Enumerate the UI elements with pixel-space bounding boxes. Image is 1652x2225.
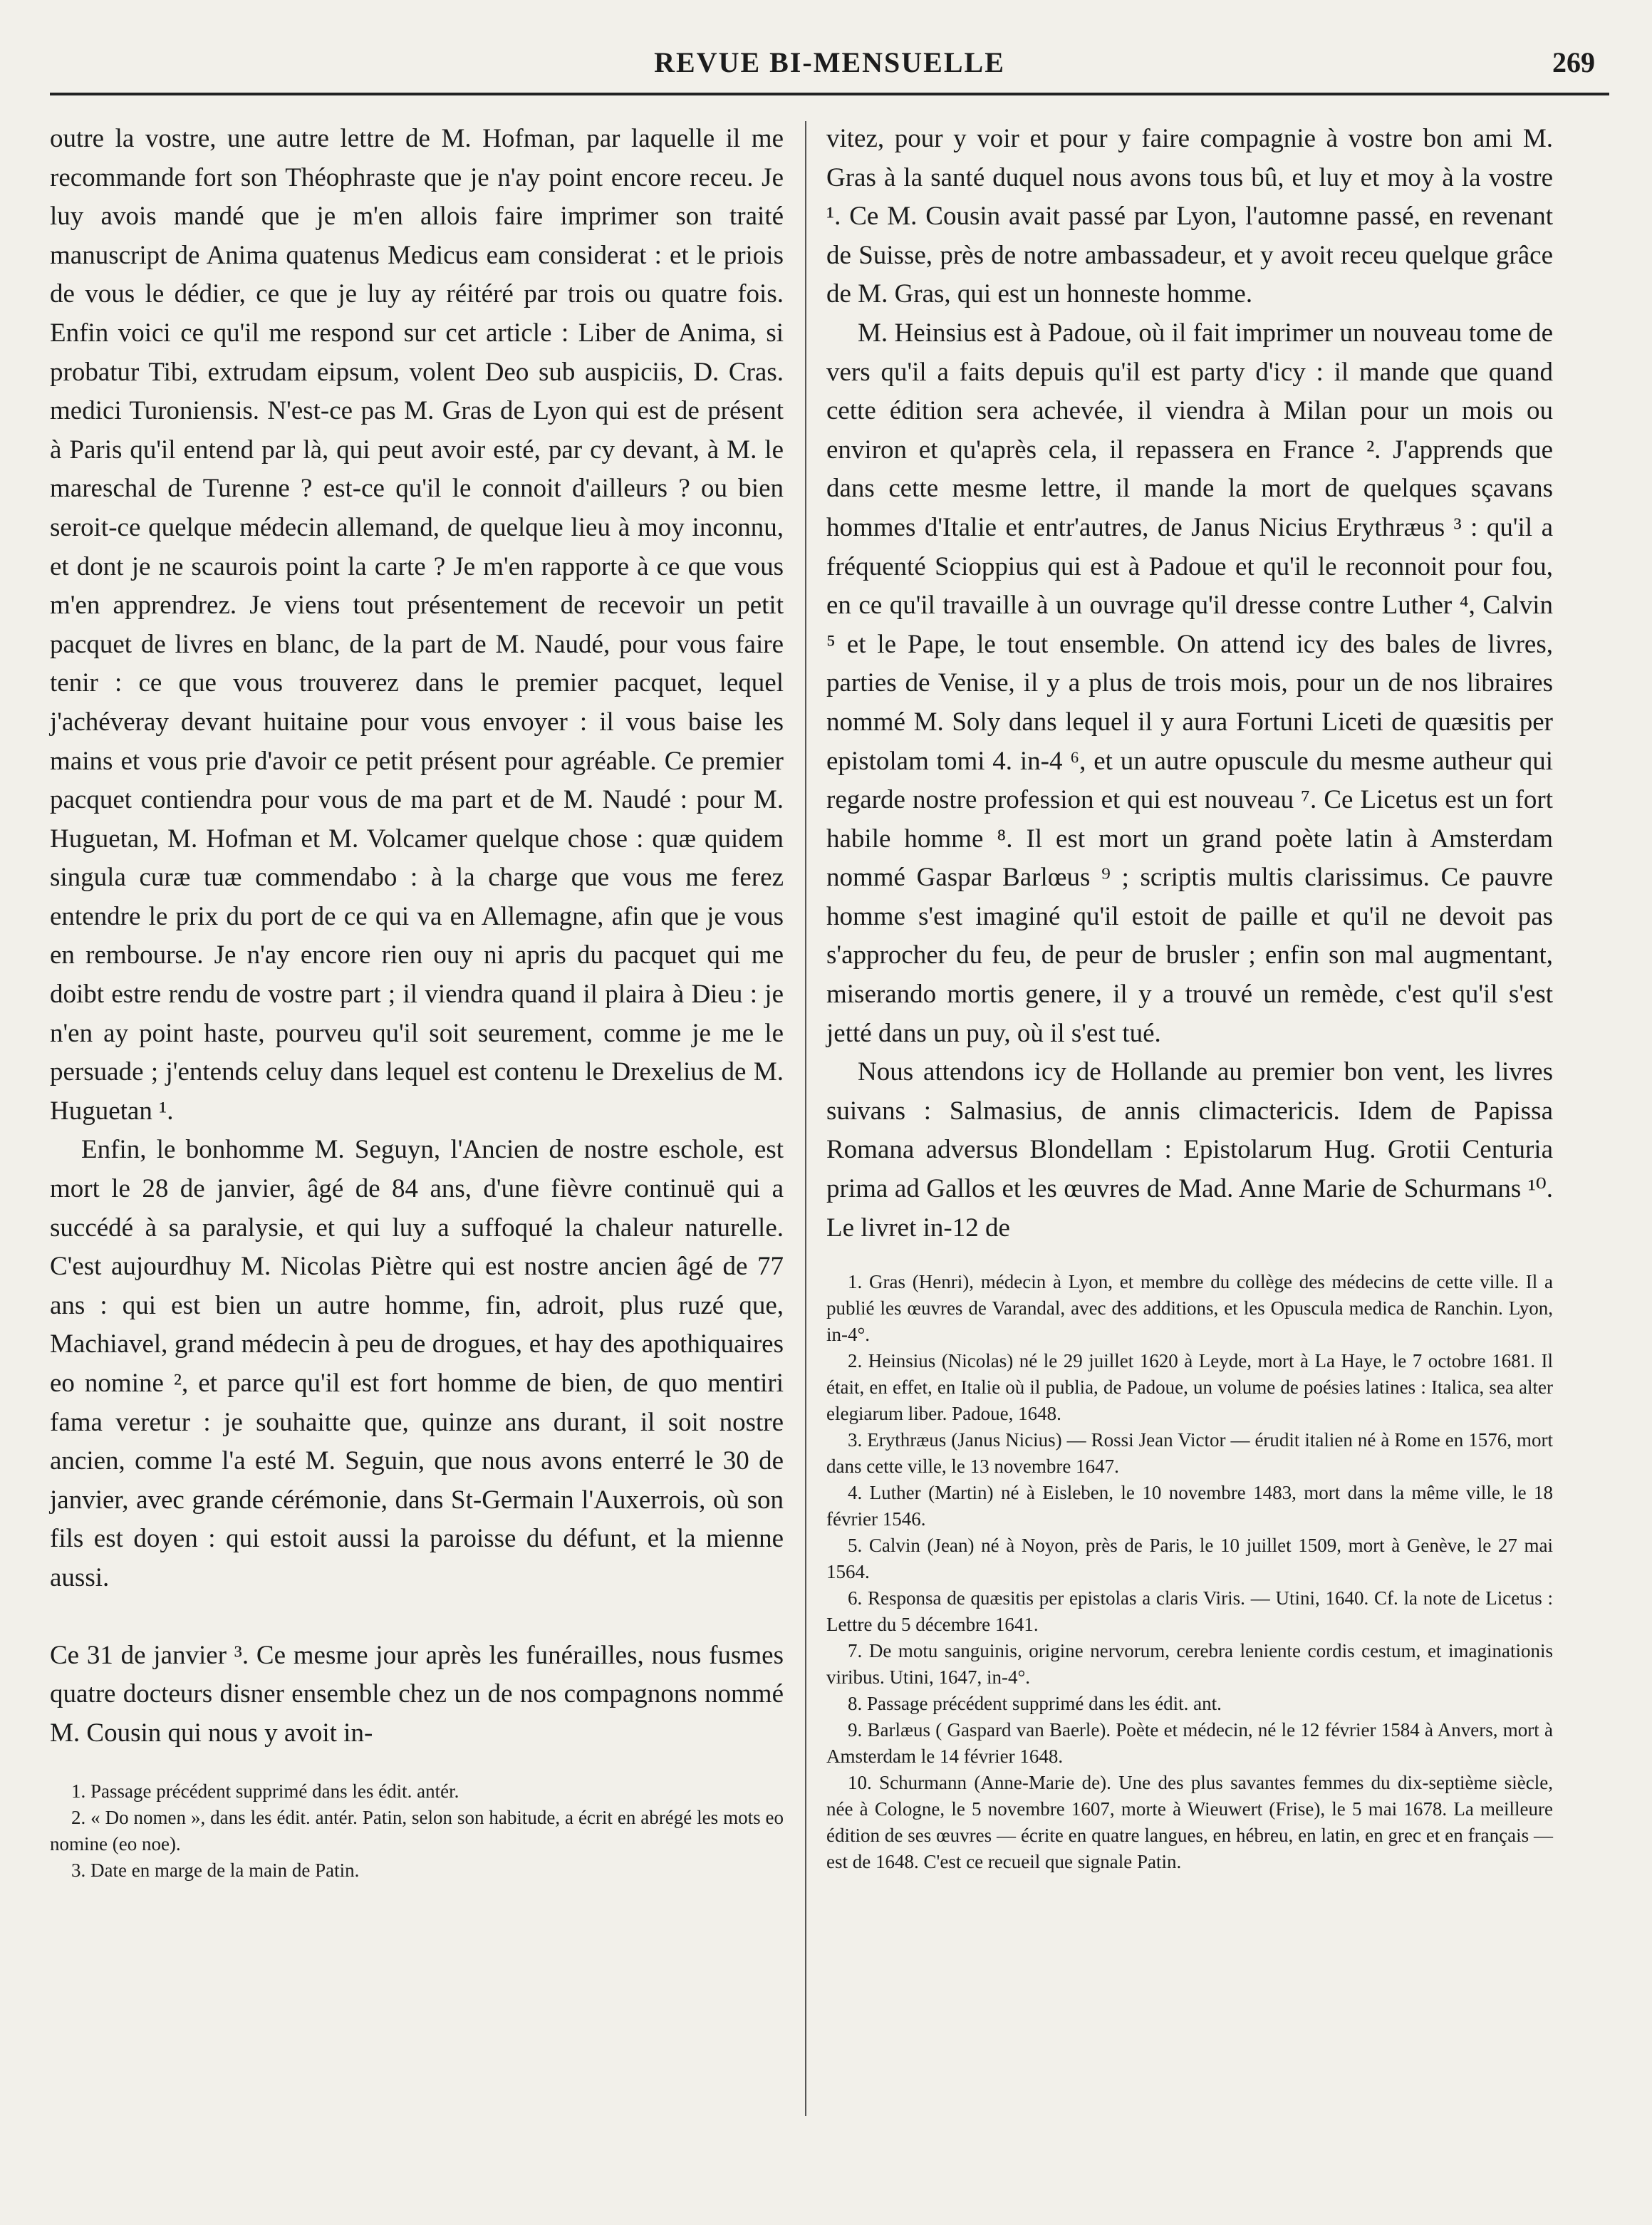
- footnote: 8. Passage précédent supprimé dans les édit. ant.: [848, 1693, 1222, 1715]
- footnote: 4. Luther (Martin) né à Eisleben, le 10 novembre 1483, mort dans la même ville, le 18 février 1546.: [826, 1482, 1553, 1530]
- footnote: 5. Calvin (Jean) né à Noyon, près de Paris, le 10 juillet 1509, mort à Genève, le 27 mai 1564.: [826, 1535, 1553, 1583]
- right-body-text: [826, 120, 1553, 1248]
- paragraph: Nous attendons icy de Hollande au premier bon vent, les livres suivans : Salmasius, de annis climactericis. Idem de Papissa Romana adversus Blondellam : Epistolarum Hug. Grotii Centuria prima ad Gallos et les œuvres de Mad. Anne Marie de Schurmans ¹⁰. Le livret in-12 de: [826, 1057, 1553, 1243]
- left-column: [50, 120, 784, 1884]
- footnote: 3. Date en marge de la main de Patin.: [71, 1860, 360, 1882]
- left-body-text: [50, 120, 784, 1753]
- paragraph: vitez, pour y voir et pour y faire compagnie à vostre bon ami M. Gras à la santé duquel nous avons tous bû, et luy et moy à la vostre ¹. Ce M. Cousin avait passé par Lyon, l'automne passé, en revenant de Suisse, près de notre ambassadeur, et y avoit receu quelque grâce de M. Gras, qui est un honneste homme.: [826, 124, 1553, 309]
- footnote: 1. Gras (Henri), médecin à Lyon, et membre du collège des médecins de cette ville. Il a publié les œuvres de Varandal, avec des additions, et les Opuscula medica de Ranchin. Lyon, in-4°.: [826, 1271, 1553, 1346]
- running-title: REVUE BI-MENSUELLE: [654, 46, 1005, 78]
- footnote: 3. Erythræus (Janus Nicius) — Rossi Jean Victor — érudit italien né à Rome en 1576, mort dans cette ville, le 13 novembre 1647.: [826, 1429, 1553, 1478]
- paragraph: Ce 31 de janvier ³. Ce mesme jour après les funérailles, nous fusmes quatre docteurs disner ensemble chez un de nos compagnons nommé M. Cousin qui nous y avoit in-: [50, 1640, 784, 1748]
- right-footnotes: [826, 1269, 1553, 1875]
- paragraph: M. Heinsius est à Padoue, où il fait imprimer un nouveau tome de vers qu'il a faits depuis qu'il est party d'icy : il mande que quand cette édition sera achevée, il viendra à Milan pour un mois ou environ et qu'après cela, il repassera en France ². J'apprends que dans cette mesme lettre, il mande la mort de quelques sçavans hommes d'Italie et entr'autres, de Janus Nicius Erythræus ³ : qu'il a fréquenté Scioppius qui est à Padoue et qu'il le reconnoit pour fou, en ce qu'il travaille à un ouvrage qu'il dresse contre Luther ⁴, Calvin ⁵ et le Pape, le tout ensemble. On attend icy des bales de livres, parties de Venise, il y a plus de trois mois, pour un de nos libraires nommé M. Soly dans lequel il y aura Fortuni Liceti de quæsitis per epistolam tomi 4. in-4 ⁶, et un autre opuscule du mesme autheur qui regarde nostre profession et qui est nouveau ⁷. Ce Licetus est un fort habile homme ⁸. Il est mort un grand poète latin à Amsterdam nommé Gaspar Barlœus ⁹ ; scriptis multis clarissimus. Ce pauvre homme s'est imaginé qu'il estoit de paille et qu'il ne devoit pas s'approcher du feu, de peur de brusler ; enfin son mal augmentant, miserando mortis genere, il y a trouvé un remède, c'est qu'il s'est jetté dans un puy, où il s'est tué.: [826, 318, 1553, 1048]
- left-footnotes: [50, 1778, 784, 1884]
- footnote: 6. Responsa de quæsitis per epistolas a claris Viris. — Utini, 1640. Cf. la note de Licetus : Lettre du 5 décembre 1641.: [826, 1587, 1553, 1636]
- footnote: 7. De motu sanguinis, origine nervorum, cerebra leniente cordis cestum, et imaginationis viribus. Utini, 1647, in-4°.: [826, 1640, 1553, 1689]
- column-divider: [805, 121, 806, 2116]
- header-rule: [50, 93, 1609, 95]
- footnote: 2. « Do nomen », dans les édit. antér. Patin, selon son habitude, a écrit en abrégé les mots eo nomine (eo noe).: [50, 1807, 784, 1855]
- page-header: [50, 40, 1609, 90]
- footnote: 1. Passage précédent supprimé dans les édit. antér.: [71, 1780, 459, 1803]
- paragraph: outre la vostre, une autre lettre de M. Hofman, par laquelle il me recommande fort son Théophraste que je n'ay point encore receu. Je luy avois mandé que je m'en allois faire imprimer son traité manuscript de Anima quatenus Medicus eam considerat : et le priois de vous le dédier, ce que je luy ay réitéré par trois ou quatre fois. Enfin voici ce qu'il me respond sur cet article : Liber de Anima, si probatur Tibi, extrudam eipsum, volent Deo sub auspiciis, D. Cras. medici Turoniensis. N'est-ce pas M. Gras de Lyon qui est de présent à Paris qu'il entend par là, qui peut avoir esté, par cy devant, à M. le mareschal de Turenne ? est-ce qu'il le connoit d'ailleurs ? ou bien seroit-ce quelque médecin allemand, de quelque lieu à moy inconnu, et dont je ne scaurois point la carte ? Je m'en rapporte à ce que vous m'en apprendrez. Je viens tout présentement de recevoir un petit pacquet de livres en blanc, de la part de M. Naudé, pour vous faire tenir : ce que vous trouverez dans le premier pacquet, lequel j'achéveray devant huitaine pour vous envoyer : il vous baise les mains et vous prie d'avoir ce petit présent pour agréable. Ce premier pacquet contiendra pour vous de ma part et de M. Naudé : pour M. Huguetan, M. Hofman et M. Volcamer quelque chose : quæ quidem singula curæ tuæ commendabo : à la charge que vous me ferez entendre le prix du port de ce qui va en Allemagne, afin que je vous en rembourse. Je n'ay encore rien ouy ni apris du pacquet qui me doibt estre rendu de vostre part ; il viendra quand il plaira à Dieu : je n'en ay point haste, pourveu qu'il soit seurement, comme je me le persuade ; j'entends celuy dans lequel est contenu le Drexelius de M. Huguetan ¹.: [50, 124, 784, 1126]
- right-column: [826, 120, 1553, 1875]
- page-number: 269: [1552, 46, 1595, 78]
- footnote: 2. Heinsius (Nicolas) né le 29 juillet 1620 à Leyde, mort à La Haye, le 7 octobre 1681. Il était, en effet, en Italie où il publia, de Padoue, un volume de poésies latines : Italica, sea alter elegiarum liber. Padoue, 1648.: [826, 1350, 1553, 1425]
- footnote: 9. Barlæus ( Gaspard van Baerle). Poète et médecin, né le 12 février 1584 à Anvers, mort à Amsterdam le 14 février 1648.: [826, 1719, 1553, 1768]
- paragraph: Enfin, le bonhomme M. Seguyn, l'Ancien de nostre eschole, est mort le 28 de janvier, âgé de 84 ans, d'une fièvre continuë qui a succédé à sa paralysie, et qui luy a suffoqué la chaleur naturelle. C'est aujourdhuy M. Nicolas Piètre qui est nostre ancien âgé de 77 ans : qui est bien un autre homme, fin, adroit, plus ruzé que, Machiavel, grand médecin à peu de drogues, et hay des apothiquaires eo nomine ², et parce qu'il est fort homme de bien, de quo mentiri fama veretur : je souhaitte que, quinze ans durant, il soit nostre ancien, comme l'a esté M. Seguin, que nous avons enterré le 30 de janvier, avec grande cérémonie, dans St-Germain l'Auxerrois, où son fils est doyen : qui estoit aussi la paroisse du défunt, et la mienne aussi.: [50, 1135, 784, 1592]
- footnote: 10. Schurmann (Anne-Marie de). Une des plus savantes femmes du dix-septième siècle, née à Cologne, le 5 novembre 1607, morte à Wieuwert (Frise), le 5 mai 1678. La meilleure édition de ses œuvres — écrite en quatre langues, en hébreu, en latin, en grec et en français — est de 1648. C'est ce recueil que signale Patin.: [826, 1772, 1553, 1873]
